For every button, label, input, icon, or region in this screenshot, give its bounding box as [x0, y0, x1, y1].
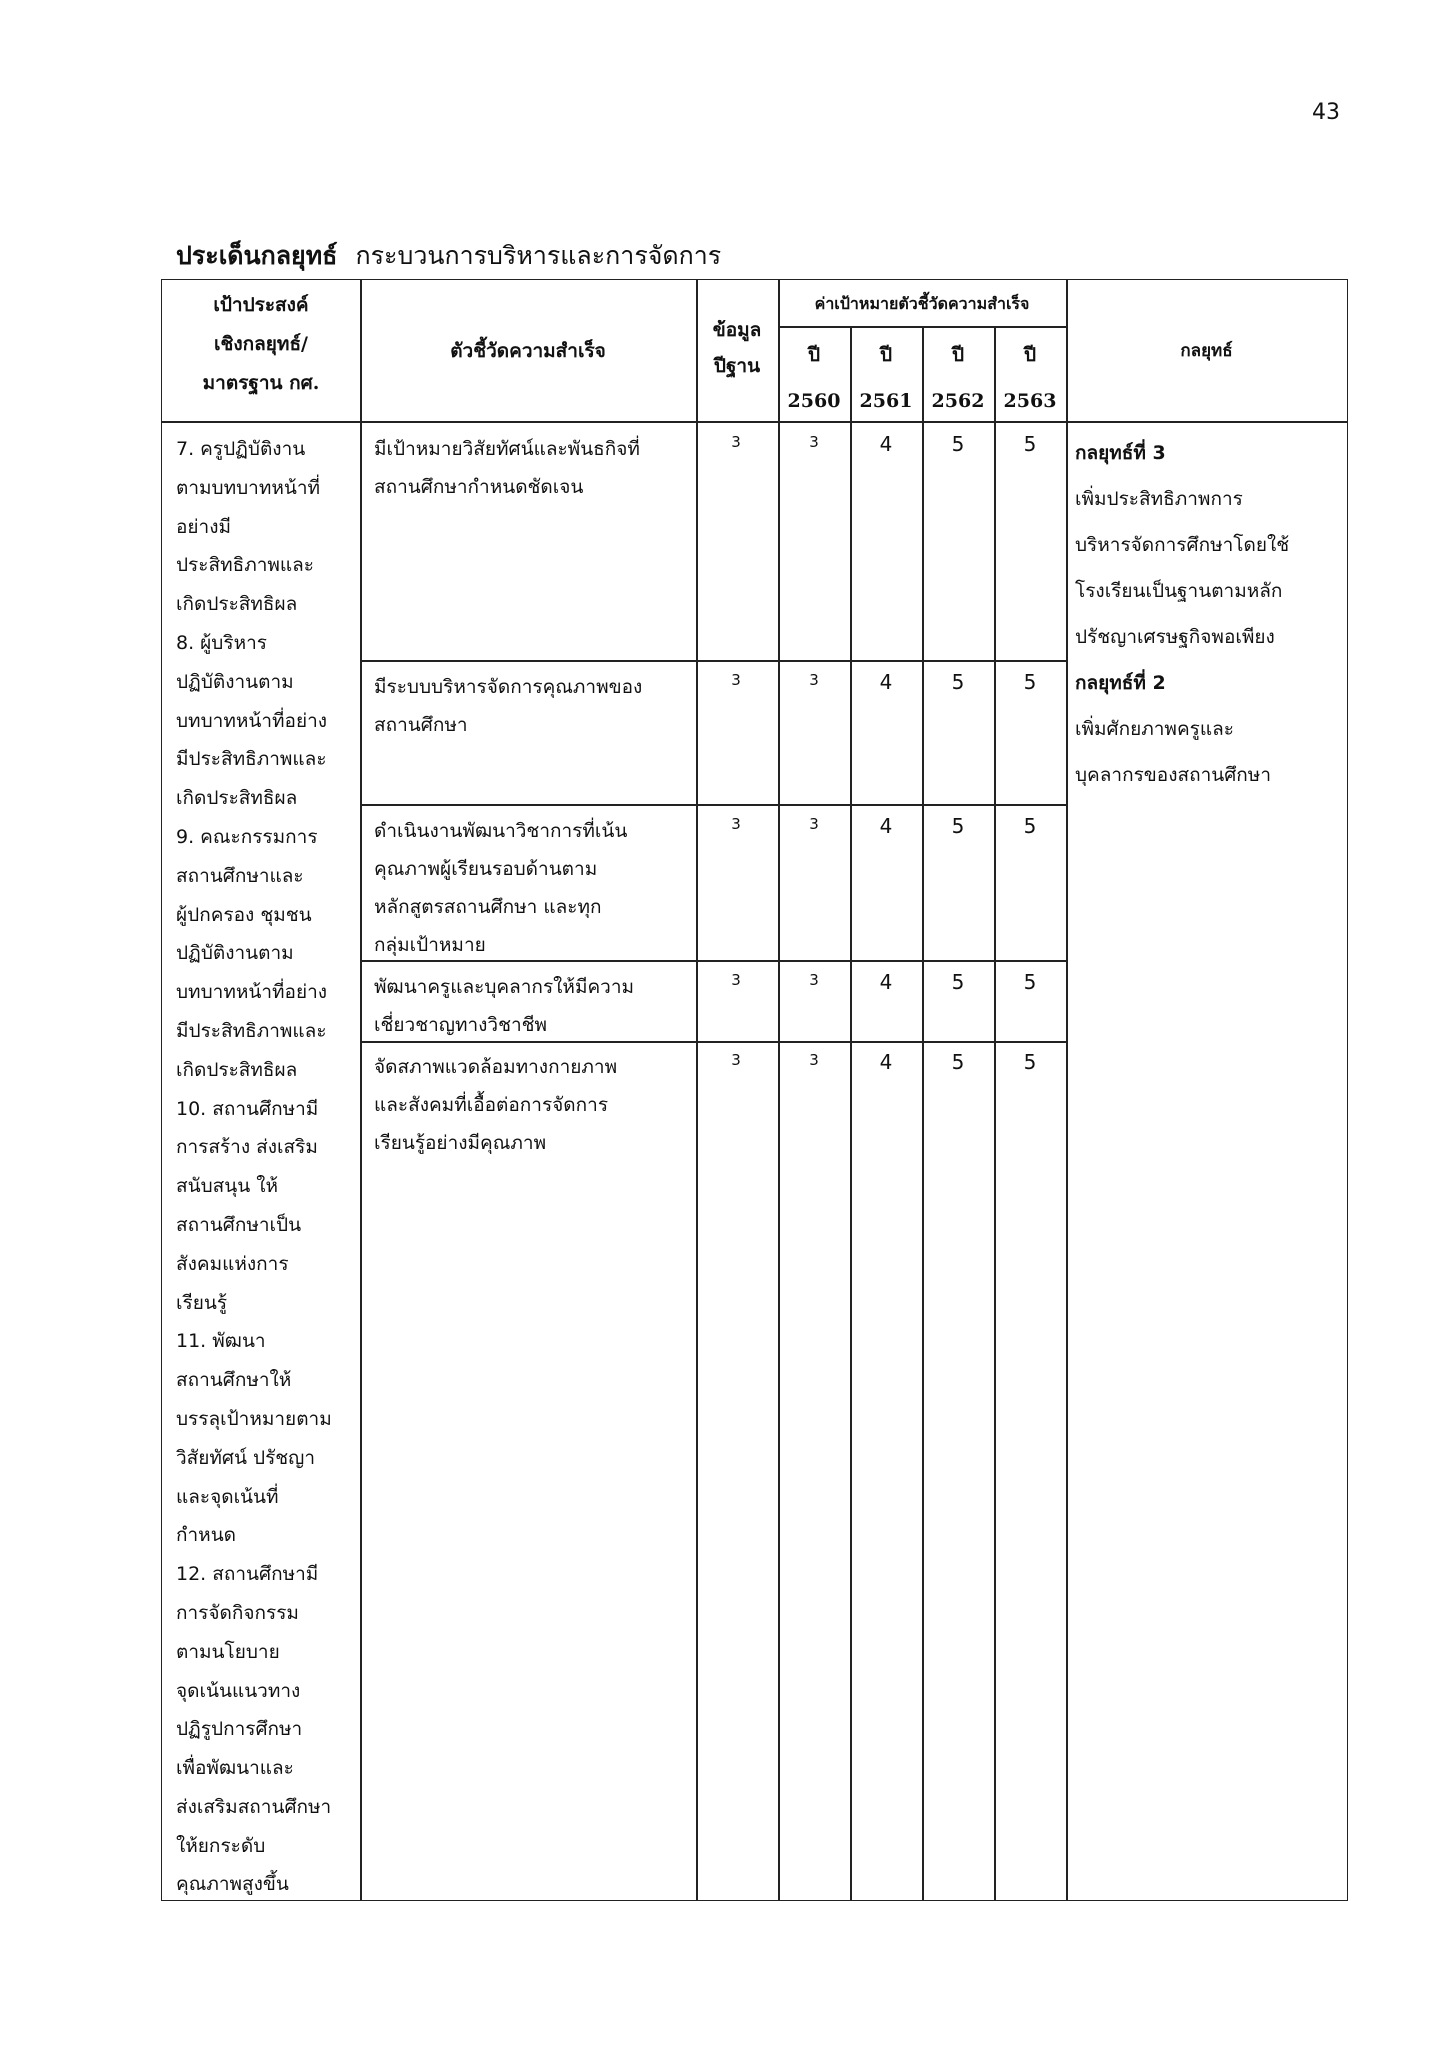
strategy-title: กลยุทธ์ที่ 3 — [1075, 442, 1166, 464]
indicator-line: ดำเนินงานพัฒนาวิชาการที่เน้น — [374, 820, 628, 842]
goal-line: ส่งเสริมสถานศึกษา — [176, 1795, 332, 1818]
goal-line: สังคมแห่งการ — [176, 1252, 289, 1275]
goal-line: อย่างมี — [176, 515, 232, 538]
header-goal — [162, 286, 360, 403]
target-2562-cell: 5 — [951, 670, 965, 694]
indicator-row-3 — [374, 812, 699, 964]
goal-line: สนับสนุน ให้ — [176, 1175, 279, 1198]
target-2561-cell: 4 — [879, 670, 893, 694]
header-goal-line-3: มาตรฐาน กศ. — [202, 372, 320, 394]
target-2560-cell: 3 — [809, 671, 819, 689]
indicator-line: จัดสภาพแวดล้อมทางกายภาพ — [374, 1056, 618, 1078]
goal-line: ผู้ปกครอง ชุมชน — [176, 903, 312, 926]
header-year-2562 — [922, 332, 994, 424]
target-2560-cell: 3 — [809, 971, 819, 989]
col-divider-baseline — [778, 280, 780, 1900]
baseline-cell: 3 — [731, 815, 741, 833]
goal-line: เกิดประสิทธิผล — [176, 593, 298, 616]
header-year-2561 — [850, 332, 922, 424]
goal-line: ให้ยกระดับ — [176, 1834, 266, 1857]
baseline-cell: 3 — [731, 433, 741, 451]
goal-line: ปฏิรูปการศึกษา — [176, 1718, 303, 1741]
header-year-number: 2561 — [859, 390, 913, 412]
goal-line: และจุดเน้นที่ — [176, 1485, 279, 1508]
goal-line: ปฏิบัติงานตาม — [176, 942, 294, 965]
goal-line: เรียนรู้ — [176, 1291, 228, 1314]
target-2563-cell: 5 — [1023, 814, 1037, 838]
goal-line: สถานศึกษาเป็น — [176, 1213, 302, 1236]
strategy-line: ปรัชญาเศรษฐกิจพอเพียง — [1075, 626, 1275, 648]
row-divider-header — [162, 421, 1347, 423]
indicator-line: เรียนรู้อย่างมีคุณภาพ — [374, 1132, 547, 1154]
header-year-label: ปี — [951, 344, 965, 366]
goal-line: 10. สถานศึกษามี — [176, 1097, 319, 1120]
indicator-row-4 — [374, 968, 699, 1044]
heading-value: กระบวนการบริหารและการจัดการ — [355, 241, 722, 270]
goal-line: เกิดประสิทธิผล — [176, 1058, 298, 1081]
header-baseline-line-2: ปีฐาน — [713, 355, 761, 377]
baseline-cell: 3 — [731, 971, 741, 989]
indicator-row-1 — [374, 430, 699, 506]
baseline-cell: 3 — [731, 1051, 741, 1069]
indicator-row-5 — [374, 1048, 699, 1162]
header-goal-line-1: เป้าประสงค์ — [213, 294, 309, 316]
indicator-line: และสังคมที่เอื้อต่อการจัดการ — [374, 1094, 609, 1116]
goal-line: บทบาทหน้าที่อย่าง — [176, 981, 328, 1004]
goal-line: ประสิทธิภาพและ — [176, 554, 315, 577]
target-2561-cell: 4 — [879, 1050, 893, 1074]
strategy-line: เพิ่มประสิทธิภาพการ — [1075, 488, 1243, 510]
target-2560-cell: 3 — [809, 433, 819, 451]
goal-line: เกิดประสิทธิผล — [176, 787, 298, 810]
goal-line: คุณภาพสูงขึ้น — [176, 1873, 289, 1896]
indicator-row-2 — [374, 668, 699, 744]
strategy-title: กลยุทธ์ที่ 2 — [1075, 672, 1166, 694]
goal-line: ตามนโยบาย — [176, 1640, 280, 1663]
row-divider-2 — [360, 804, 1066, 806]
goal-line: ปฏิบัติงานตาม — [176, 670, 294, 693]
goal-line: มีประสิทธิภาพและ — [176, 1019, 327, 1042]
target-2560-cell: 3 — [809, 1051, 819, 1069]
target-2563-cell: 5 — [1023, 670, 1037, 694]
target-2561-cell: 4 — [879, 970, 893, 994]
header-strategy: กลยุทธ์ — [1180, 341, 1233, 361]
indicator-line: พัฒนาครูและบุคลากรให้มีความ — [374, 976, 635, 998]
page-heading — [176, 236, 721, 276]
header-goal-line-2: เชิงกลยุทธ์/ — [213, 333, 308, 355]
heading-label: ประเด็นกลยุทธ์ — [176, 241, 338, 270]
baseline-cell: 3 — [731, 671, 741, 689]
header-baseline — [696, 312, 778, 384]
row-divider-1 — [360, 660, 1066, 662]
goal-line: การจัดกิจกรรม — [176, 1601, 299, 1624]
header-target-group: ค่าเป้าหมายตัวชี้วัดความสำเร็จ — [814, 294, 1030, 313]
indicator-line: หลักสูตรสถานศึกษา และทุก — [374, 896, 602, 918]
strategy-line: บริหารจัดการศึกษาโดยใช้ — [1075, 534, 1290, 556]
goal-line: การสร้าง ส่งเสริม — [176, 1136, 318, 1159]
goal-line: สถานศึกษาให้ — [176, 1369, 292, 1392]
target-2562-cell: 5 — [951, 814, 965, 838]
goal-line: สถานศึกษาและ — [176, 864, 304, 887]
target-2560-cell: 3 — [809, 815, 819, 833]
goal-line: จุดเน้นแนวทาง — [176, 1679, 301, 1702]
target-2562-cell: 5 — [951, 432, 965, 456]
indicator-line: เชี่ยวชาญทางวิชาชีพ — [374, 1014, 548, 1036]
col-divider-2560 — [850, 326, 852, 1900]
goal-line: มีประสิทธิภาพและ — [176, 748, 327, 771]
indicator-line: คุณภาพผู้เรียนรอบด้านตาม — [374, 858, 598, 880]
header-year-number: 2560 — [787, 390, 841, 412]
header-year-number: 2563 — [1003, 390, 1057, 412]
indicator-line: สถานศึกษา — [374, 714, 468, 736]
goal-line: เพื่อพัฒนาและ — [176, 1757, 294, 1780]
header-year-2563 — [994, 332, 1066, 424]
goal-line: วิสัยทัศน์ ปรัชญา — [176, 1446, 316, 1469]
target-2562-cell: 5 — [951, 1050, 965, 1074]
col-divider-targets — [1066, 280, 1068, 1900]
goal-line: บรรลุเป้าหมายตาม — [176, 1407, 332, 1430]
target-2562-cell: 5 — [951, 970, 965, 994]
goal-line: ตามบทบาทหน้าที่ — [176, 476, 321, 499]
strategy-line: เพิ่มศักยภาพครูและ — [1075, 718, 1234, 740]
header-indicator: ตัวชี้วัดความสำเร็จ — [450, 340, 606, 362]
goal-line: บทบาทหน้าที่อย่าง — [176, 709, 328, 732]
goal-line: 11. พัฒนา — [176, 1330, 266, 1353]
page-number: 43 — [1312, 100, 1340, 125]
target-2563-cell: 5 — [1023, 432, 1037, 456]
goal-line: 9. คณะกรรมการ — [176, 825, 318, 848]
col-divider-2562 — [994, 326, 996, 1900]
target-2561-cell: 4 — [879, 814, 893, 838]
goal-line: กำหนด — [176, 1524, 237, 1547]
header-year-label: ปี — [879, 344, 893, 366]
indicator-line: มีระบบบริหารจัดการคุณภาพของ — [374, 676, 643, 698]
indicator-line: สถานศึกษากำหนดชัดเจน — [374, 476, 584, 498]
goal-line: 8. ผู้บริหาร — [176, 631, 267, 654]
indicator-line: มีเป้าหมายวิสัยทัศน์และพันธกิจที่ — [374, 438, 640, 460]
target-2561-cell: 4 — [879, 432, 893, 456]
goal-line: 7. ครูปฏิบัติงาน — [176, 438, 306, 460]
header-year-label: ปี — [807, 344, 821, 366]
header-year-label: ปี — [1023, 344, 1037, 366]
target-2563-cell: 5 — [1023, 1050, 1037, 1074]
target-2563-cell: 5 — [1023, 970, 1037, 994]
header-year-number: 2562 — [931, 390, 985, 412]
col-divider-2561 — [922, 326, 924, 1900]
header-year-2560 — [778, 332, 850, 424]
goals-column — [176, 430, 376, 1904]
header-baseline-line-1: ข้อมูล — [712, 319, 762, 341]
strategy-line: บุคลากรของสถานศึกษา — [1075, 764, 1271, 786]
goal-line: 12. สถานศึกษามี — [176, 1563, 319, 1586]
strategy-column — [1075, 430, 1345, 798]
strategy-line: โรงเรียนเป็นฐานตามหลัก — [1075, 580, 1283, 602]
row-divider-header-group — [778, 326, 1066, 328]
indicator-line: กลุ่มเป้าหมาย — [374, 934, 486, 956]
